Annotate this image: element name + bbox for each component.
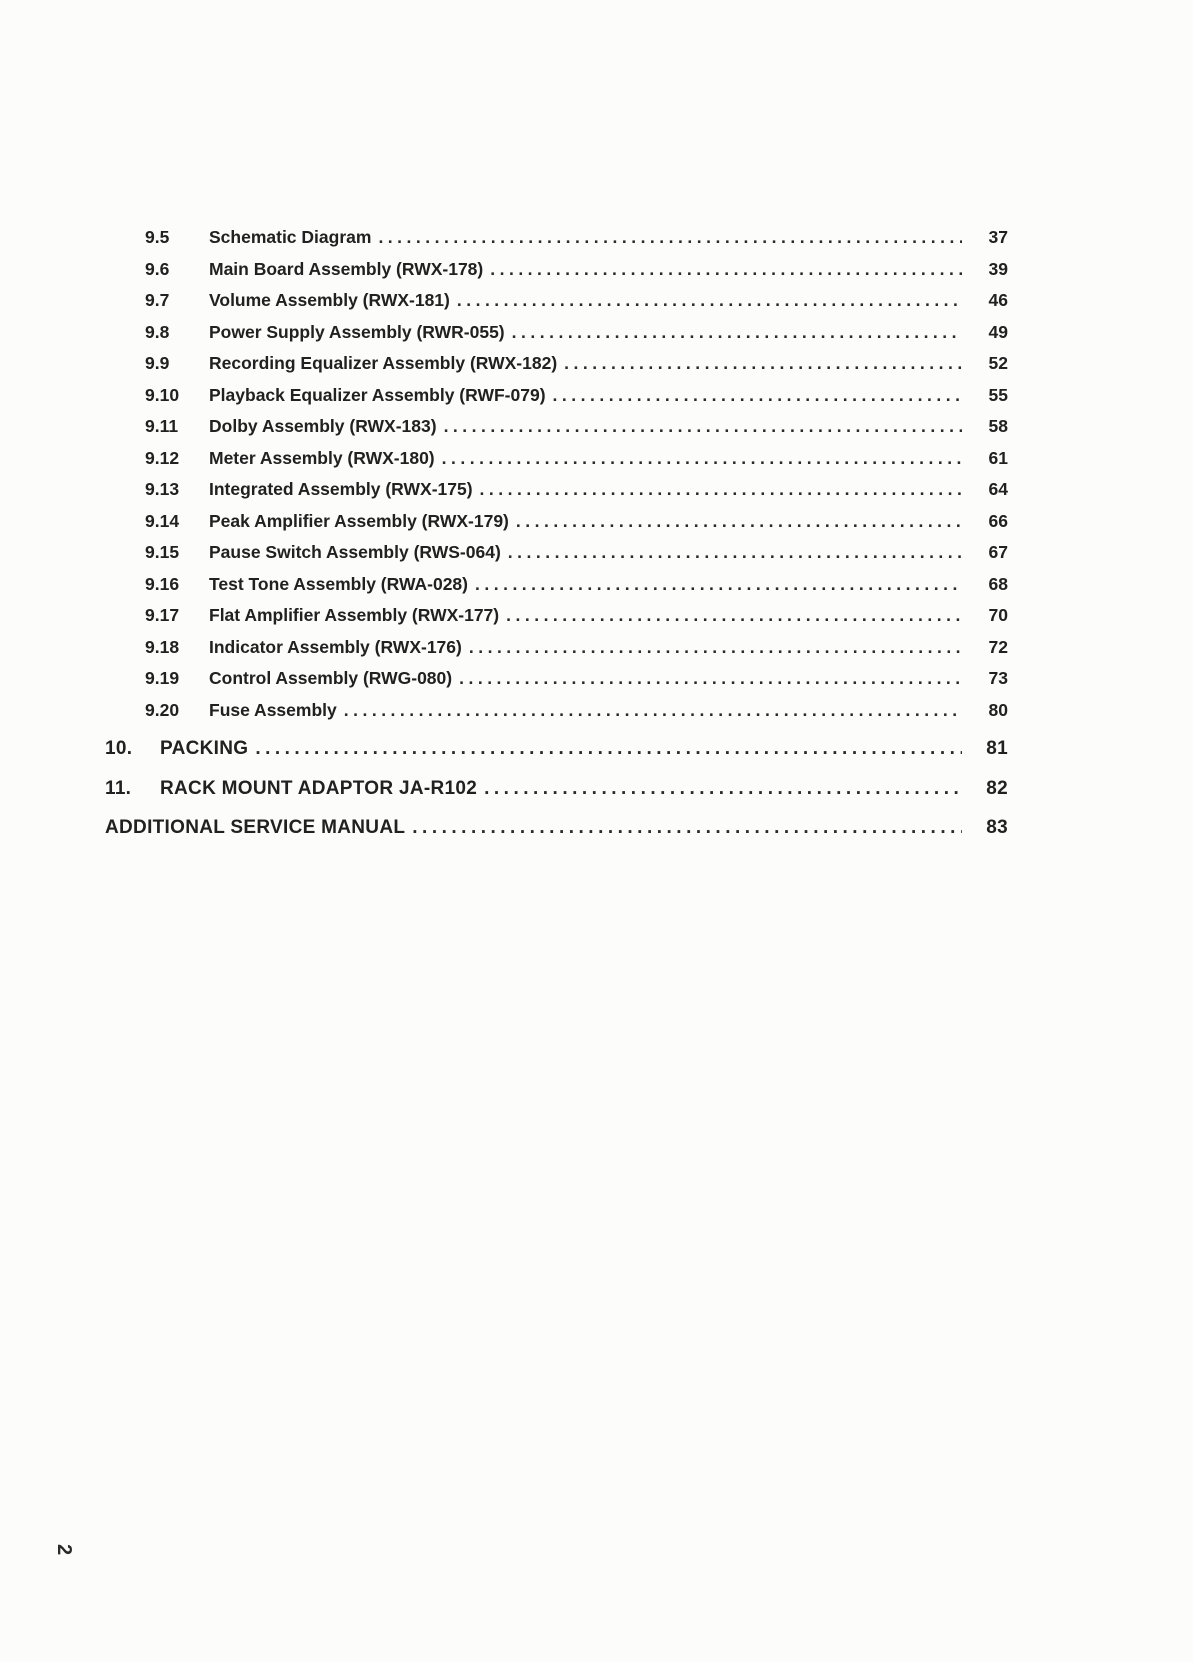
toc-entry-page: 49 bbox=[988, 321, 1008, 342]
toc-entry-number: 9.14 bbox=[145, 510, 180, 531]
toc-entry-number: 9.10 bbox=[145, 384, 180, 405]
toc-entry-title: Dolby Assembly (RWX-183) bbox=[209, 416, 437, 436]
toc-entry-number: 9.12 bbox=[145, 447, 180, 468]
toc-entry-number: 11. bbox=[105, 777, 132, 799]
toc-entry-title: Schematic Diagram bbox=[209, 227, 372, 247]
toc-leader-dots bbox=[553, 385, 962, 406]
toc-leader-dots bbox=[564, 353, 962, 374]
toc-entry-title: RACK MOUNT ADAPTOR JA-R102 bbox=[160, 777, 478, 799]
toc-entry bbox=[105, 511, 1008, 543]
toc-leader-dots bbox=[442, 448, 962, 469]
toc-entry-page: 81 bbox=[986, 738, 1008, 759]
toc-entry-page: 70 bbox=[988, 605, 1008, 625]
toc-entry-page: 80 bbox=[988, 699, 1008, 720]
toc-entry-number: 9.5 bbox=[145, 227, 170, 247]
toc-leader-dots bbox=[469, 637, 962, 658]
toc-entry bbox=[105, 810, 1008, 850]
toc-entry-number: 9.8 bbox=[145, 321, 170, 342]
toc-entry bbox=[105, 637, 1008, 669]
toc-leader-dots bbox=[412, 817, 962, 839]
toc-entry-title: Indicator Assembly (RWX-176) bbox=[209, 636, 462, 657]
toc-entry-page: 83 bbox=[986, 817, 1008, 838]
toc-leader-dots bbox=[344, 700, 962, 721]
toc-entry bbox=[105, 290, 1008, 322]
toc-leader-dots bbox=[506, 605, 962, 626]
toc-entry bbox=[105, 771, 1008, 811]
toc-entry-title: Test Tone Assembly (RWA-028) bbox=[209, 573, 468, 594]
toc-entry-page: 67 bbox=[988, 542, 1008, 562]
table-of-contents bbox=[105, 227, 1008, 850]
toc-entry bbox=[105, 322, 1008, 354]
toc-entry-page: 66 bbox=[988, 510, 1008, 531]
toc-entry-number: 10. bbox=[105, 738, 133, 759]
toc-entry-title: Volume Assembly (RWX-181) bbox=[209, 290, 450, 310]
toc-entry-number: 9.7 bbox=[145, 290, 170, 310]
toc-leader-dots bbox=[512, 322, 962, 343]
toc-entry-number: 9.19 bbox=[145, 668, 180, 688]
toc-entry-title: Pause Switch Assembly (RWS-064) bbox=[209, 542, 501, 562]
toc-entry-page: 55 bbox=[988, 384, 1008, 405]
toc-entry-number: 9.18 bbox=[145, 636, 180, 657]
toc-entry-title: Playback Equalizer Assembly (RWF-079) bbox=[209, 384, 546, 405]
toc-entry-number: 9.17 bbox=[145, 605, 180, 625]
toc-leader-dots bbox=[255, 738, 962, 760]
toc-entry-page: 64 bbox=[988, 479, 1008, 499]
toc-entry-title: ADDITIONAL SERVICE MANUAL bbox=[105, 817, 406, 838]
toc-entry-number: 9.11 bbox=[145, 416, 179, 436]
toc-leader-dots bbox=[516, 511, 962, 532]
toc-leader-dots bbox=[444, 416, 962, 437]
toc-entry-title: Recording Equalizer Assembly (RWX-182) bbox=[209, 353, 558, 373]
toc-leader-dots bbox=[378, 227, 962, 248]
toc-entry bbox=[105, 259, 1008, 291]
toc-entry-number: 9.13 bbox=[145, 479, 180, 499]
toc-leader-dots bbox=[508, 542, 962, 563]
toc-entry-title: Fuse Assembly bbox=[209, 699, 337, 720]
toc-entry-page: 61 bbox=[988, 447, 1008, 468]
toc-entry bbox=[105, 479, 1008, 511]
toc-entry-title: Main Board Assembly (RWX-178) bbox=[209, 258, 484, 279]
toc-entry-page: 82 bbox=[986, 777, 1008, 799]
toc-entry bbox=[105, 668, 1008, 700]
toc-entry bbox=[105, 574, 1008, 606]
toc-entry-title: Power Supply Assembly (RWR-055) bbox=[209, 321, 505, 342]
toc-entry bbox=[105, 416, 1008, 448]
toc-entry-title: PACKING bbox=[160, 738, 249, 759]
page-number: 2 bbox=[53, 1543, 76, 1556]
toc-entry-page: 37 bbox=[988, 227, 1008, 247]
toc-entry-title: Integrated Assembly (RWX-175) bbox=[209, 479, 473, 499]
toc-leader-dots bbox=[484, 778, 962, 800]
toc-leader-dots bbox=[480, 479, 962, 500]
toc-entry bbox=[105, 700, 1008, 732]
toc-entry bbox=[105, 353, 1008, 385]
toc-entry-page: 39 bbox=[988, 258, 1008, 279]
toc-entry-page: 58 bbox=[988, 416, 1008, 436]
toc-leader-dots bbox=[475, 574, 962, 595]
toc-entry-number: 9.9 bbox=[145, 353, 170, 373]
toc-entry bbox=[105, 605, 1008, 637]
toc-entry-title: Meter Assembly (RWX-180) bbox=[209, 447, 435, 468]
toc-leader-dots bbox=[457, 290, 962, 311]
toc-leader-dots bbox=[490, 259, 962, 280]
toc-entry-title: Flat Amplifier Assembly (RWX-177) bbox=[209, 605, 500, 625]
toc-entry bbox=[105, 385, 1008, 417]
toc-leader-dots bbox=[459, 668, 962, 689]
toc-entry-number: 9.15 bbox=[145, 542, 180, 562]
toc-entry-number: 9.16 bbox=[145, 573, 180, 594]
toc-entry-page: 73 bbox=[988, 668, 1008, 688]
toc-entry bbox=[105, 227, 1008, 259]
toc-entry bbox=[105, 731, 1008, 771]
toc-entry-page: 68 bbox=[988, 573, 1008, 594]
toc-entry-title: Control Assembly (RWG-080) bbox=[209, 668, 453, 688]
toc-entry bbox=[105, 542, 1008, 574]
toc-entry-number: 9.6 bbox=[145, 258, 170, 279]
toc-entry-page: 46 bbox=[988, 290, 1008, 310]
toc-entry-page: 72 bbox=[988, 636, 1008, 657]
toc-entry-page: 52 bbox=[988, 353, 1008, 373]
toc-entry-title: Peak Amplifier Assembly (RWX-179) bbox=[209, 510, 509, 531]
toc-entry bbox=[105, 448, 1008, 480]
toc-entry-number: 9.20 bbox=[145, 699, 180, 720]
